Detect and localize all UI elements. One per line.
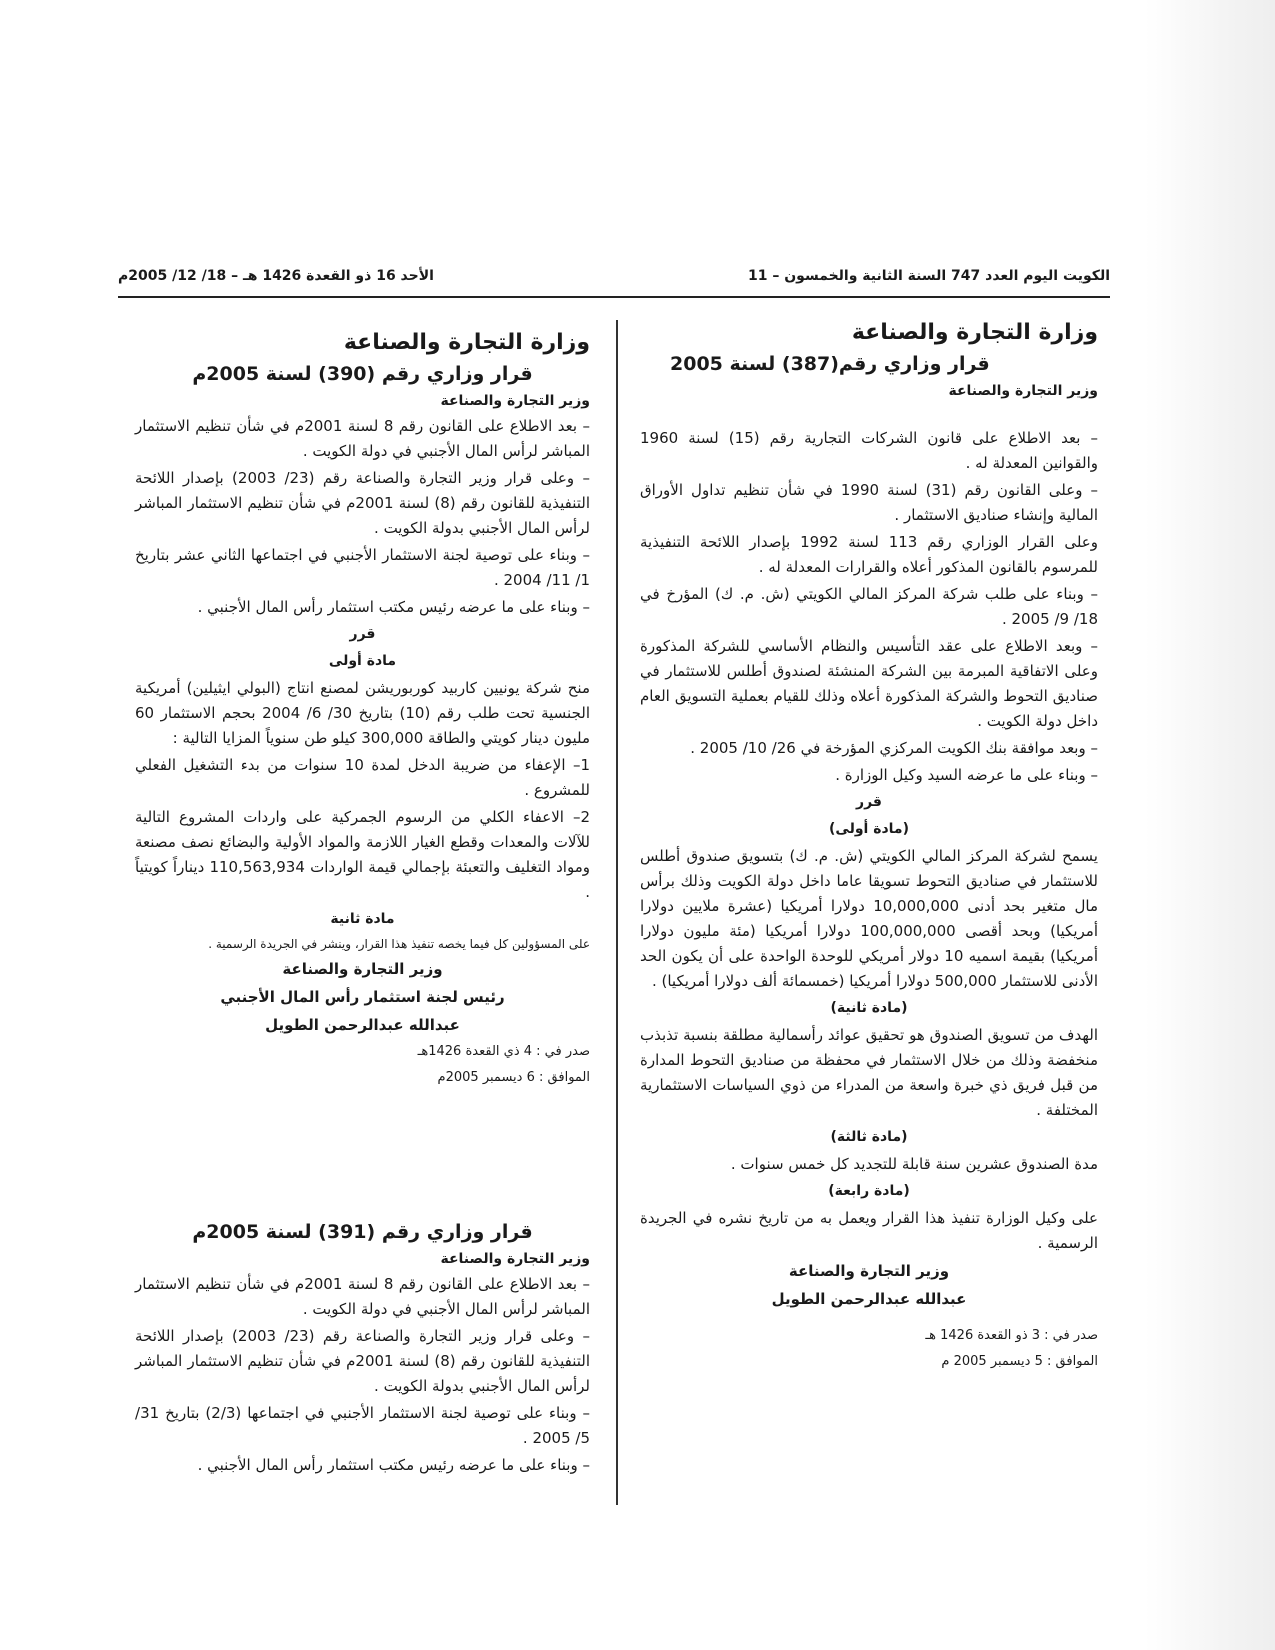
preamble-paragraph: – بعد الاطلاع على القانون رقم 8 لسنة 2001م في شأن تنظيم الاستثمار المباشر لرأس المال الأجنبي في دولة الكويت . — [135, 1275, 590, 1318]
preamble-paragraph: – وبناء على ما عرضه السيد وكيل الوزارة . — [835, 766, 1098, 784]
issued-date-gregorian: الموافق : 5 ديسمبر 2005 م — [941, 1354, 1098, 1369]
article-4-heading: (مادة رابعة) — [828, 1183, 910, 1199]
article-2-heading: مادة ثانية — [330, 911, 395, 927]
ministry-heading: وزارة التجارة والصناعة — [851, 320, 1098, 345]
article-4-text: على وكيل الوزارة تنفيذ هذا القرار ويعمل به من تاريخ نشره في الجريدة الرسمية . — [640, 1209, 1098, 1252]
article-2-text: الهدف من تسويق الصندوق هو تحقيق عوائد رأسمالية مطلقة بنسبة تذبذب منخفضة وذلك من خلال الاستثمار في محفظة من صناديق التحوط المدارة من قبل فريق ذي خبرة واسعة من المدراء من ذوي السياسات الاستثمارية المختلفة . — [640, 1026, 1098, 1119]
minister-line: وزير التجارة والصناعة — [440, 393, 590, 409]
decree-title: قرار وزاري رقم (391) لسنة 2005م — [192, 1221, 533, 1243]
decree-391-column — [135, 1218, 590, 1480]
preamble-paragraph: – وبناء على ما عرضه رئيس مكتب استثمار رأس المال الأجنبي . — [197, 598, 590, 616]
issued-date-hijri: صدر في : 3 ذو القعدة 1426 هـ — [925, 1328, 1098, 1343]
minister-line: وزير التجارة والصناعة — [948, 383, 1098, 399]
article-2-heading: (مادة ثانية) — [830, 1000, 908, 1016]
ministry-heading: وزارة التجارة والصناعة — [343, 330, 590, 355]
preamble-paragraph: – وبعد الاطلاع على عقد التأسيس والنظام الأساسي للشركة المذكورة وعلى الاتفاقية المبرمة بين الشركة المنشئة لصندوق أطلس للاستثمار في صناديق التحوط والشركة المذكورة أعلاه وذلك للقيام بعملية التسويق العام داخل دولة الكويت . — [640, 637, 1098, 730]
page-header — [118, 268, 1110, 294]
decree-title: قرار وزاري رقم (390) لسنة 2005م — [192, 363, 533, 385]
preamble-paragraph: – وبناء على توصية لجنة الاستثمار الأجنبي في اجتماعها الثاني عشر بتاريخ 1/ 11/ 2004 . — [135, 546, 590, 589]
signature-title: وزير التجارة والصناعة — [282, 960, 443, 978]
signature-title: وزير التجارة والصناعة — [788, 1262, 950, 1280]
minister-line: وزير التجارة والصناعة — [440, 1251, 590, 1267]
decree-title: قرار وزاري رقم(387) لسنة 2005 — [670, 353, 990, 375]
preamble-paragraph: – وبناء على طلب شركة المركز المالي الكويتي (ش. م. ك) المؤرخ في 18/ 9/ 2005 . — [640, 585, 1098, 628]
article-3-text: مدة الصندوق عشرين سنة قابلة للتجديد كل خمس سنوات . — [730, 1155, 1098, 1173]
decided-heading: قرر — [856, 794, 882, 810]
preamble-paragraph: – وبناء على ما عرضه رئيس مكتب استثمار رأس المال الأجنبي . — [197, 1456, 590, 1474]
header-issue-info: الكويت اليوم العدد 747 السنة الثانية والخمسون – 11 — [747, 268, 1110, 284]
preamble-paragraph: – وبعد موافقة بنك الكويت المركزي المؤرخة في 26/ 10/ 2005 . — [690, 739, 1098, 757]
scan-edge-shadow — [1145, 0, 1275, 1650]
header-date: الأحد 16 ذو القعدة 1426 هـ – 18/ 12/ 2005م — [118, 268, 434, 284]
preamble-paragraph: – وعلى قرار وزير التجارة والصناعة رقم (23/ 2003) بإصدار اللائحة التنفيذية للقانون رقم (8) لسنة 2001م في شأن تنظيم الاستثمار المباشر لرأس المال الأجنبي بدولة الكويت . — [135, 469, 590, 537]
signature-name: عبدالله عبدالرحمن الطويل — [771, 1290, 967, 1308]
signature-committee: رئيس لجنة استثمار رأس المال الأجنبي — [220, 988, 505, 1006]
preamble-paragraph: – وعلى القانون رقم (31) لسنة 1990 في شأن تنظيم تداول الأوراق المالية وإنشاء صناديق الاستثمار . — [640, 481, 1098, 524]
article-1-text: يسمح لشركة المركز المالي الكويتي (ش. م. ك) بتسويق صندوق أطلس للاستثمار في صناديق التحوط تسويقا عاما داخل دولة الكويت وذلك برأس مال متغير بحد أدنى 10,000,000 دولارا أمريكيا (عشرة ملايين دولارا أمريكيا) وبحد أقصى 100,000,000 دولارا أمريكيا (مئة مليون دولارا أمريكيا) بقيمة اسميه 10 دولار أمريكي للوحدة الواحدة على أن يكون الحد الأدنى للاستثمار 500,000 دولارا أمريكيا (خمسمائة ألف دولارا أمريكيا) . — [640, 847, 1099, 990]
issued-date-hijri: صدر في : 4 ذي القعدة 1426هـ — [417, 1044, 590, 1059]
issued-date-gregorian: الموافق : 6 ديسمبر 2005م — [437, 1070, 590, 1085]
decree-390-column — [135, 328, 590, 1092]
signature-name: عبدالله عبدالرحمن الطويل — [265, 1016, 460, 1034]
preamble-paragraph: – وبناء على توصية لجنة الاستثمار الأجنبي في اجتماعها (2/3) بتاريخ 31/ 5/ 2005 . — [135, 1404, 591, 1447]
article-3-heading: (مادة ثالثة) — [830, 1129, 908, 1145]
preamble-paragraph: – بعد الاطلاع على القانون رقم 8 لسنة 2001م في شأن تنظيم الاستثمار المباشر لرأس المال الأجنبي في دولة الكويت . — [135, 417, 590, 460]
preamble-paragraph: – بعد الاطلاع على قانون الشركات التجارية رقم (15) لسنة 1960 والقوانين المعدلة له . — [640, 429, 1098, 472]
decree-387-column — [640, 318, 1098, 1376]
header-rule — [118, 296, 1110, 298]
column-divider — [616, 320, 618, 1505]
article-1-heading: (مادة أولى) — [829, 821, 909, 837]
preamble-paragraph: وعلى القرار الوزاري رقم 113 لسنة 1992 بإصدار اللائحة التنفيذية للمرسوم بالقانون المذكور أعلاه والقرارات المعدلة له . — [640, 533, 1099, 576]
article-1-text: منح شركة يونيين كاربيد كوربوريشن لمصنع انتاج (البولي ايثيلين) أمريكية الجنسية تحت طلب رقم (10) بتاريخ 30/ 6/ 2004 بحجم الاستثمار 60 مليون دينار كويتي والطاقة 300,000 كيلو طن سنوياً المزايا التالية : — [135, 679, 591, 747]
article-1-item-1: 1– الإعفاء من ضريبة الدخل لمدة 10 سنوات من بدء التشغيل الفعلي للمشروع . — [135, 756, 591, 799]
article-2-text: على المسؤولين كل فيما يخصه تنفيذ هذا القرار، وينشر في الجريدة الرسمية . — [208, 937, 590, 951]
article-1-heading: مادة أولى — [328, 653, 397, 669]
preamble-paragraph: – وعلى قرار وزير التجارة والصناعة رقم (23/ 2003) بإصدار اللائحة التنفيذية للقانون رقم (8) لسنة 2001م في شأن تنظيم الاستثمار المباشر لرأس المال الأجنبي بدولة الكويت . — [135, 1327, 590, 1395]
article-1-item-2: 2– الاعفاء الكلي من الرسوم الجمركية على واردات المشروع التالية للآلات والمعدات وقطع الغيار اللازمة والمواد الأولية والبضائع نصف مصنعة ومواد التغليف والتعبئة بإجمالي قيمة الواردات 110,563,934 ديناراً كويتياً . — [135, 808, 590, 901]
decided-heading: قرر — [349, 626, 376, 642]
